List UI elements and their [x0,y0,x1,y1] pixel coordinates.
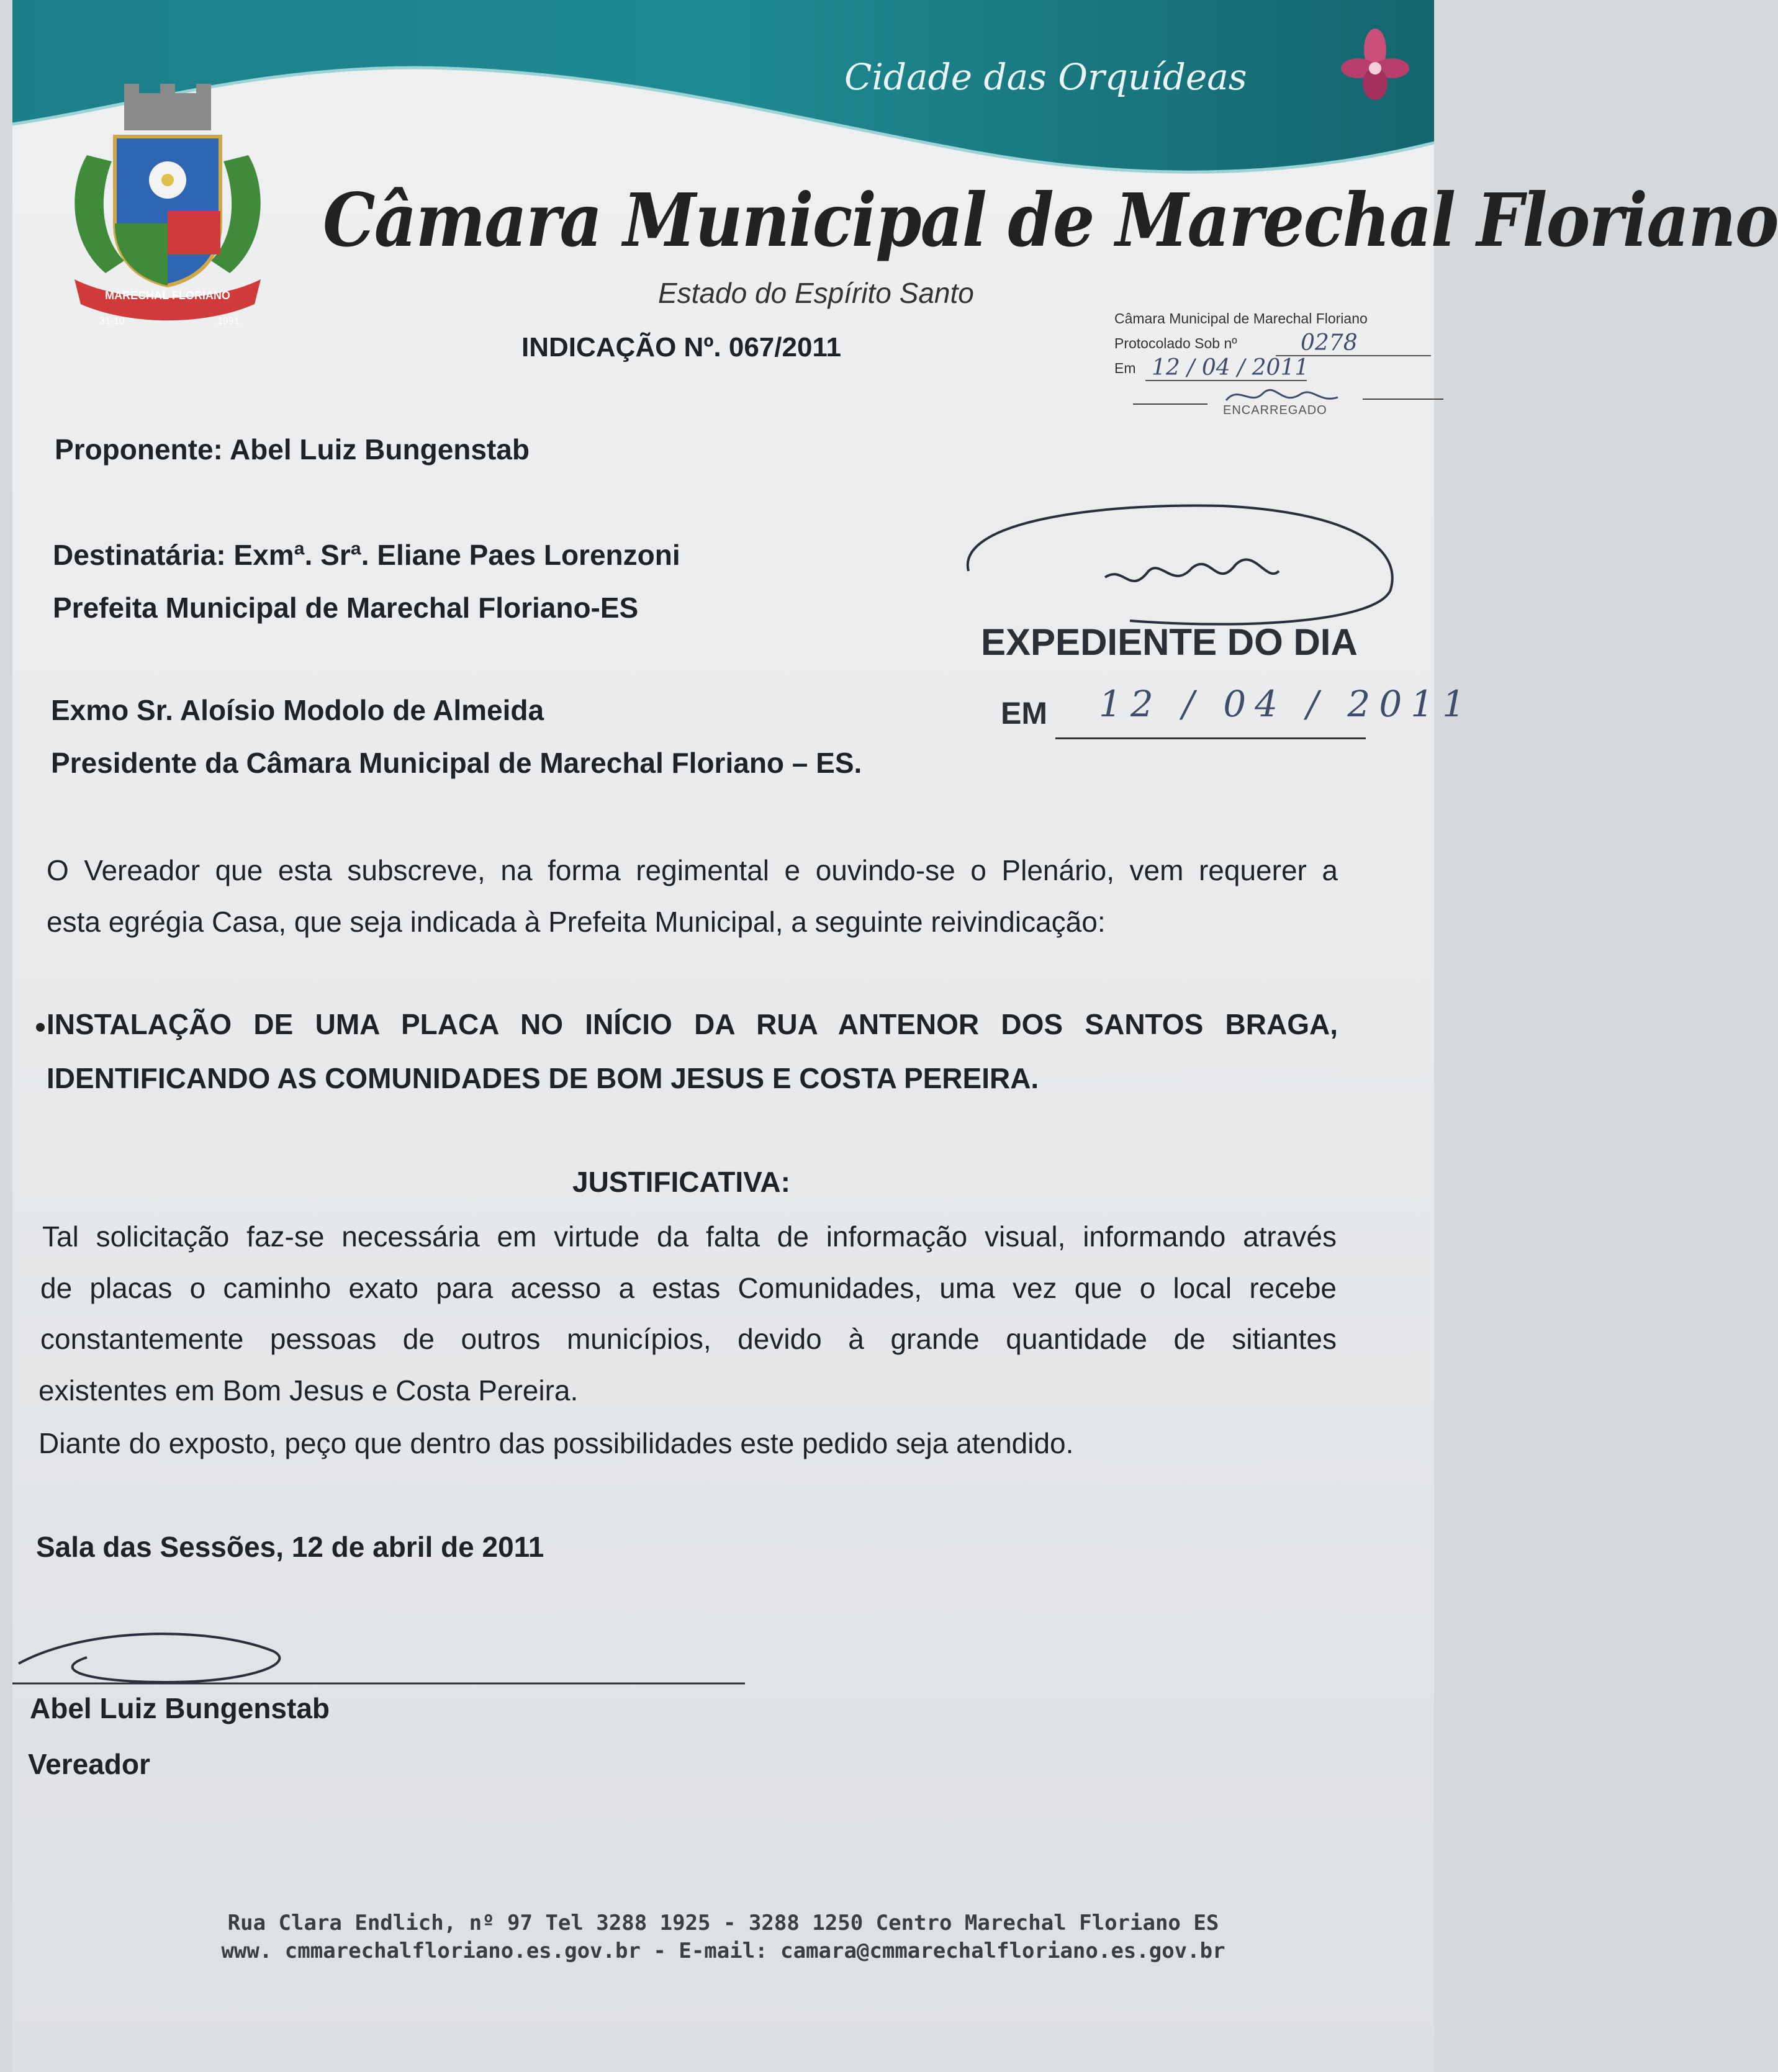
expediente-stamp [944,497,1474,757]
stamp-line-1 [1114,310,1450,335]
president-title: Presidente da Câmara Municipal de Marechal Floriano – ES. [51,747,862,779]
signature-scribble [12,1614,819,1701]
justification-line-4: existentes em Bom Jesus e Costa Pereira. [38,1374,579,1407]
state-name: Estado do Espírito Santo [658,277,974,309]
stamp-protocol-number: 0278 [1301,330,1358,356]
president-name: Exmo Sr. Aloísio Modolo de Almeida [51,694,544,726]
justification-line-2: de placas o caminho exato para acesso a estas Comunidades, uma vez que o local recebe [40,1272,1337,1304]
protocol-stamp [1114,310,1450,417]
request-line-1: INSTALAÇÃO DE UMA PLACA NO INÍCIO DA RUA ANTENOR DOS SANTOS BRAGA, [47,1008,1338,1040]
municipal-crest-logo [50,81,286,329]
proponent-line: Proponente: Abel Luiz Bungenstab [55,433,530,466]
footer-address: Rua Clara Endlich, nº 97 Tel 3288 1925 - 3288 1250 Centro Marechal Floriano ES [227,1911,1219,1935]
request-line-2: IDENTIFICANDO AS COMUNIDADES DE BOM JESUS E COSTA PEREIRA. [47,1062,1039,1094]
document-page [12,0,1778,2072]
stamp-encarregado-label: ENCARREGADO [1223,403,1327,417]
crest-year-left: 31-10 [99,316,125,327]
bullet-icon [36,1023,45,1032]
organization-name: Câmara Municipal de Marechal Floriano [323,177,1778,263]
footer-web-email: www. cmmarechalfloriano.es.gov.br - E-mail: camara@cmmarechalfloriano.es.gov.br [221,1939,1225,1963]
stamp-rule [1145,380,1307,381]
expediente-title: EXPEDIENTE DO DIA [981,621,1358,663]
justification-title: JUSTIFICATIVA: [572,1166,790,1198]
place-date: Sala das Sessões, 12 de abril de 2011 [36,1531,544,1563]
recipient-title: Prefeita Municipal de Marechal Floriano-ES [53,592,639,624]
intro-line-1: O Vereador que esta subscreve, na forma regimental e ouvindo-se o Plenário, vem requerer a [47,854,1338,886]
crest-year-right: 1991 [217,316,240,327]
orchid-icon [1341,25,1409,112]
stamp-date-value: 12 / 04 / 2011 [1152,355,1309,381]
signer-name: Abel Luiz Bungenstab [30,1692,330,1724]
city-slogan: Cidade das Orquídeas [844,56,1247,98]
stamp-line-3 [1114,355,1450,385]
intro-line-2: esta egrégia Casa, que seja indicada à Prefeita Municipal, a seguinte reivindicação: [47,906,1106,938]
justification-line-3: constantemente pessoas de outros municípios, devido à grande quantidade de sitiantes [40,1323,1337,1355]
closing-sentence: Diante do exposto, peço que dentro das possibilidades este pedido seja atendido. [38,1427,1074,1459]
justification-line-1: Tal solicitação faz-se necessária em virtude da falta de informação visual, informando através [42,1220,1337,1253]
crest-ribbon-text: MARECHAL FLORIANO [105,289,230,302]
document-number: INDICAÇÃO Nº. 067/2011 [521,332,841,363]
stamp-date-label: Em [1114,360,1136,376]
expediente-em-label: EM [1001,696,1047,731]
expediente-rule [1055,737,1366,739]
expediente-date: 12 / 04 / 2011 [1099,683,1474,725]
signer-role: Vereador [28,1748,150,1780]
stamp-org-text: Câmara Municipal de Marechal Floriano [1114,310,1368,327]
stamp-protocol-label: Protocolado Sob nº [1114,335,1237,351]
recipient-name: Destinatária: Exmª. Srª. Eliane Paes Lorenzoni [53,539,680,571]
